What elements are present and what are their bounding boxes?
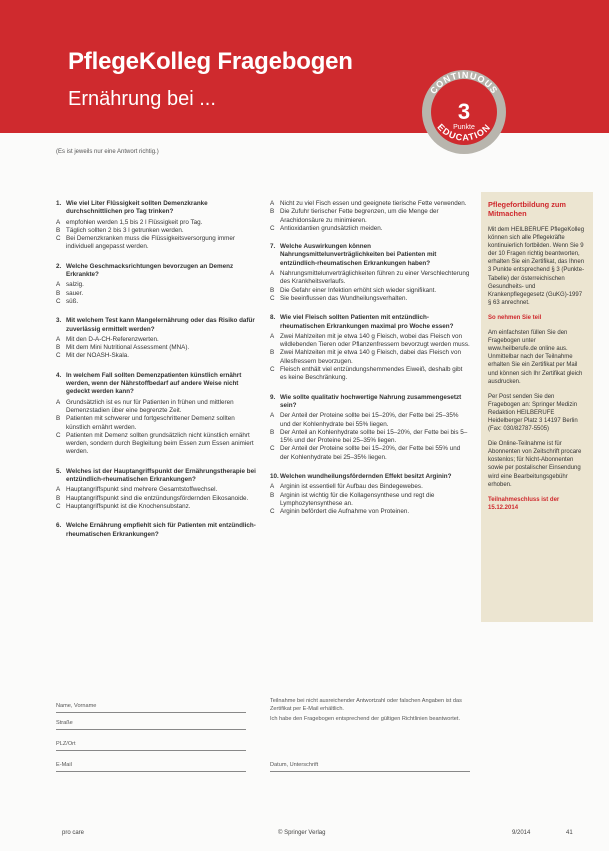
option-text: empfohlen werden 1,5 bis 2 l Flüssigkeit pro Tag. [66,218,203,226]
option-letter: A [270,270,275,278]
option-letter: B [270,286,275,294]
answer-option [270,270,470,287]
sidebar-post-info: Per Post senden Sie den Fragebogen an: Springer Medizin Redaktion HEILBERUFE Heidelberger Platz 3 14197 Berlin (Fax: 030/82787-5505) [488,393,578,433]
footer-page-number: 41 [566,830,573,836]
badge-number: 3 [457,99,471,124]
option-text: Patienten mit Demenz sollten grundsätzlich nicht künstlich ernährt werden, sondern durch Begleitung beim Essen zum Essen animiert werden. [66,431,254,456]
option-letter: C [270,294,275,302]
question-text [56,522,256,539]
answer-option [56,281,256,289]
option-text: Die Gefahr einer Infektion erhöht sich wieder signifikant. [280,286,437,294]
option-text: Zwei Mahlzeiten mit je etwa 140 g Fleisch, dabei das Fleisch von Allesfressern bevorzugen. [280,349,461,365]
name-field-label: Name, Vorname [56,703,97,709]
answer-option [56,503,256,511]
signature-line[interactable] [270,771,470,772]
answer-option [270,483,470,491]
option-text: Fleisch enthält viel entzündungshemmendes Eiweiß, deshalb gibt es keine Beschränkung. [280,366,463,382]
answer-option [56,432,256,457]
question-label: Welchen wundheilungsfördernden Effekt besitzt Arginin? [280,473,452,481]
footer-copyright: © Springer Verlag [278,830,326,836]
option-text: Der Anteil an Kohlenhydrate sollte bei 15–20%, der Fette bei bis 5–15% und der Proteine bei 25–35% liegen. [280,428,468,445]
question-block [56,372,256,457]
answer-option [56,352,256,360]
plz-field-label: PLZ/Ort [56,741,76,747]
option-text: Mit der NOASH-Skala. [66,352,129,360]
badge-top-text: CONTINUOUS [428,69,500,96]
footnote-1: Teilnahme bei nicht ausreichender Antwortzahl oder falschen Angaben ist das Zertifikat per E-Mail erhältlich. [270,698,462,712]
question-label: Welche Auswirkungen können Nahrungsmittelunverträglichkeiten bei Patienten mit entzündlich-rheumatischen Erkrankungen haben? [280,243,437,267]
question-label: Wie viel Liter Flüssigkeit sollten Demenzkranke durchschnittlichen pro Tag trinken? [66,200,208,216]
option-letter: B [56,344,61,352]
question-label: Welche Ernährung empfiehlt sich für Patienten mit entzündlich-rheumatischen Erkrankungen? [66,522,256,538]
question-text [270,473,470,481]
question-number: 4. [56,371,62,379]
option-letter: C [56,352,61,360]
badge-points-label: Punkte [453,124,475,131]
question-label: Wie viel Fleisch sollten Patienten mit entzündlich-rheumatischen Erkrankungen maximal pro Woche essen? [280,314,454,330]
option-text: Mit den D-A-CH-Referenzwerten. [66,335,159,343]
option-letter: B [270,491,275,499]
questions-column-left [56,200,256,550]
option-letter: C [56,235,61,243]
question-6-continued [270,200,470,233]
question-number: 5. [56,467,62,475]
answer-option [56,415,256,432]
question-number: 3. [56,317,62,325]
option-text: Arginin ist essentiell für Aufbau des Bindegewebes. [280,483,423,491]
option-text: Patienten mit schwerer und fortgeschrittener Demenz sollten künstlich ernährt werden. [66,415,235,431]
option-text: salzig. [66,281,84,289]
question-number: 8. [270,314,276,322]
option-letter: B [56,494,61,502]
answer-option [270,295,470,303]
answer-option [270,508,470,516]
question-text [56,468,256,485]
badge-bottom-text: EDUCATION [435,121,493,143]
question-block [270,394,470,462]
option-letter: A [56,281,61,289]
answer-option [56,298,256,306]
email-field-label: E-Mail [56,762,72,768]
option-text: Arginin befördert die Aufnahme von Proteinen. [280,508,410,516]
option-letter: B [56,415,61,423]
answer-option [270,208,470,225]
answer-option [270,366,470,383]
option-letter: C [56,297,61,305]
question-number: 1. [56,200,62,207]
option-letter: C [270,508,275,516]
option-letter: B [270,428,275,436]
option-letter: A [56,218,61,226]
option-letter: B [56,226,61,234]
option-text: Nicht zu viel Fisch essen und geeignete tierische Fette verwenden. [280,200,467,207]
option-letter: C [270,445,275,453]
question-label: Wie sollte qualitativ hochwertige Nahrung zusammengesetzt sein? [280,393,462,409]
answer-option [270,412,470,429]
option-letter: B [270,349,275,357]
option-text: Täglich sollten 2 bis 3 l getrunken werden. [66,226,184,234]
option-text: Grundsätzlich ist es nur für Patienten in frühen und mittleren Demenzstadien über eine begrenzte Zeit. [66,398,234,414]
option-text: süß. [66,297,79,305]
option-letter: C [56,502,61,510]
option-text: Der Anteil der Proteine sollte bei 15–20%, der Fette bei 25–35% und der Kohlenhydrate bei 55% liegen. [280,412,459,428]
option-text: Zwei Mahlzeiten mit je etwa 140 g Fleisch, wobei das Fleisch von wildlebenden Tieren oder Pflanzenfressern bevorzugt werden muss. [280,332,470,349]
footer-journal: pro care [62,830,85,836]
email-field-line[interactable] [56,771,246,772]
question-label: Welches ist der Hauptangriffspunkt der Ernährungstherapie bei entzündlich-rheumatischen Erkrankungen? [66,467,256,484]
option-text: Nahrungsmittelunverträglichkeiten führen zu einer Verschlechterung des Krankheitsverlaufs. [280,270,470,286]
question-block [56,522,256,539]
info-sidebar [481,192,593,622]
question-text [270,314,470,331]
sidebar-subheading: So nehmen Sie teil [488,314,542,321]
answer-option [56,486,256,494]
question-text [56,263,256,280]
option-letter: A [56,335,61,343]
sidebar-online-info: Am einfachsten füllen Sie den Fragebogen unter www.heilberufe.de online aus. Unmittelbar nach der Teilnahme erhalten Sie ein Zertifikat per Mail und können sich Ihr Zertifikat gleich ausdrucken. [488,330,583,385]
option-letter: C [270,366,275,374]
question-block [56,263,256,306]
sidebar-deadline: Teilnahmeschluss ist der 15.12.2014 [488,496,560,511]
option-letter: A [56,398,61,406]
sidebar-intro: Mit dem HEILBERUFE PflegeKolleg können sich alle Pflegekräfte kontinuierlich fortbilden. Wenn Sie 9 der 10 Fragen richtig beantworten, erhalten Sie ein Zertifikat, das Ihnen 3 Punkte entsprechend § 3 (Punkte-Tabelle) der österreichischen Gesundheits- und Krankenpflegegesetz (GuKG)-1997 § 63 anrechnet. [488,227,585,306]
question-label: Welche Geschmacksrichtungen bevorzugen an Demenz Erkrankte? [66,262,234,279]
option-text: Hauptangriffspunkt sind mehrere Gesamtstoffwechsel. [66,486,218,494]
answer-option [56,235,256,252]
question-text [56,317,256,334]
answer-option [270,445,470,462]
sidebar-fee-info: Die Online-Teilnahme ist für Abonnenten von Zeitschrift procare kostenlos; für Nicht-Abonnenten sowie per postalischer Einsendung wird eine Bearbeitungsgebühr erhoben. [488,441,582,488]
option-text: Hauptangriffspunkt ist die Knochensubstanz. [66,502,191,510]
answer-option [56,344,256,352]
question-text [56,372,256,397]
footnote-2: Ich habe den Fragebogen entsprechend der gültigen Richtlinien beantwortet. [270,716,461,722]
instruction-note: (Es ist jeweils nur eine Antwort richtig.) [56,149,159,155]
question-number: 9. [270,393,276,401]
question-label: Mit welchem Test kann Mangelernährung oder das Risiko dafür zuverlässig ermittelt werden? [66,317,255,333]
answer-option [56,227,256,235]
option-letter: B [270,208,275,216]
option-letter: A [270,412,275,420]
question-number: 7. [270,243,276,251]
option-text: sauer. [66,289,84,297]
question-number: 6. [56,522,62,530]
option-letter: A [270,332,275,340]
question-text [270,394,470,411]
footer-issue: 9/2014 [512,830,531,836]
answer-option [270,333,470,350]
question-block [56,200,256,252]
option-text: Bei Demenzkranken muss die Flüssigkeitsversorgung immer individuell angepasst werden. [66,235,236,251]
question-block [270,243,470,303]
street-field-line[interactable] [56,729,246,730]
answer-option [270,429,470,446]
option-text: Mit dem Mini Nutritional Assessment (MNA). [66,344,190,352]
header-banner [0,0,609,133]
question-number: 10. [270,473,279,481]
street-field-label: Straße [56,720,73,726]
option-text: Hauptangriffspunkt sind die entzündungsfördernden Eikosanoide. [66,494,249,502]
answer-option [270,349,470,366]
answer-option [56,219,256,227]
page-subtitle: Ernährung bei ... [68,88,216,110]
option-letter: A [270,483,275,491]
option-letter: A [56,486,61,494]
option-text: Sie beeinflussen das Wundheilungsverhalten. [280,294,408,302]
answer-option [270,225,470,233]
question-label: In welchem Fall sollten Demenzpatienten künstlich ernährt werden, wenn der Nährstoffbedarf auf andere Weise nicht gedeckt werden kann? [66,371,242,396]
question-number: 2. [56,262,62,270]
sidebar-title: Pflegefortbildung zum Mitmachen [488,200,567,218]
answer-option [56,495,256,503]
option-text: Die Zufuhr tierischer Fette begrenzen, um die Menge der Arachidonsäure zu minimieren. [280,208,439,224]
answer-option [270,492,470,509]
option-text: Der Anteil der Proteine sollte bei 15–20%, der Fette bei 55% und der Kohlenhydrate bei 25–35% liegen. [280,445,461,461]
questions-column-right [270,200,470,528]
option-letter: A [270,200,275,207]
option-letter: C [56,431,61,439]
question-block [270,473,470,516]
question-block [56,317,256,360]
page-title: PflegeKolleg Fragebogen [68,48,353,75]
question-text [270,243,470,268]
answer-option [270,200,470,208]
answer-option [56,336,256,344]
question-text [56,200,256,217]
option-text: Arginin ist wichtig für die Kollagensynthese und regt die Lymphozytensynthese an. [280,491,435,507]
answer-option [270,287,470,295]
date-signature-label: Datum, Unterschrift [270,762,319,768]
plz-field-line[interactable] [56,750,246,751]
name-field-line[interactable] [56,712,246,713]
cme-points-badge [420,68,508,156]
option-letter: B [56,289,61,297]
option-text: Antioxidantien grundsätzlich meiden. [280,224,383,232]
option-letter: C [270,224,275,232]
question-block [270,314,470,382]
question-block [56,468,256,511]
answer-option [56,290,256,298]
answer-option [56,399,256,416]
